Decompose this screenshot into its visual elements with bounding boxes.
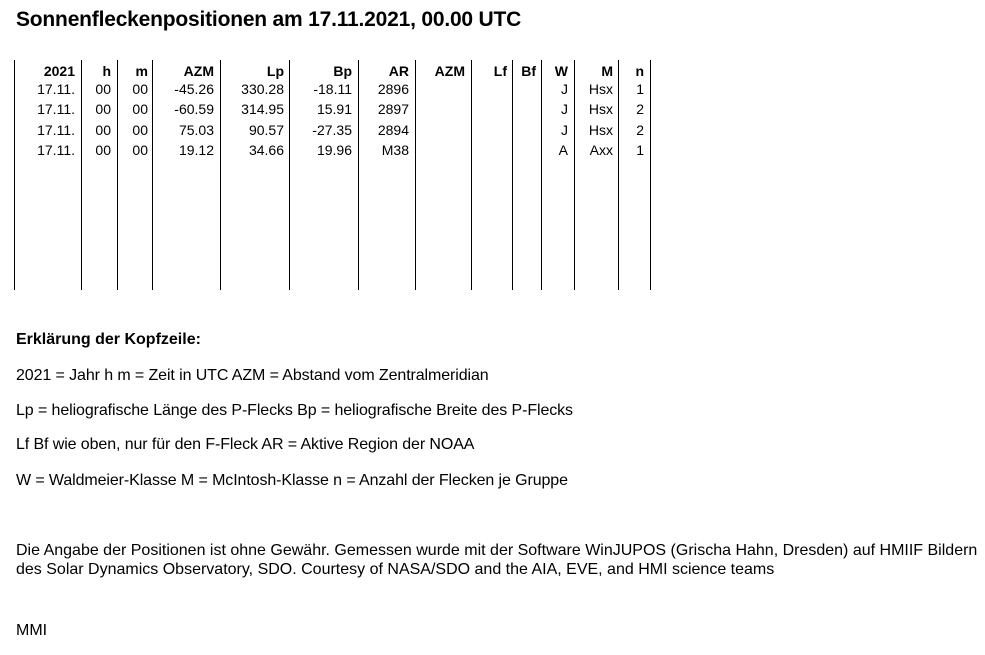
table-cell: J — [561, 81, 568, 97]
table-header: AZM — [183, 63, 214, 79]
table-cell: 75.03 — [178, 122, 214, 138]
table-header: Lf — [493, 63, 507, 79]
table-cell: 19.96 — [316, 142, 352, 158]
table-cell: 314.95 — [241, 101, 284, 117]
page-title: Sonnenfleckenpositionen am 17.11.2021, 00.00 UTC — [16, 8, 522, 31]
table-cell: Axx — [589, 142, 613, 158]
table-header: W — [554, 63, 568, 79]
table-header: Bp — [333, 63, 352, 79]
table-header: AZM — [434, 63, 465, 79]
signature: MMI — [16, 622, 48, 639]
table-cell: 90.57 — [248, 122, 284, 138]
table-cell: 00 — [95, 81, 111, 97]
table-cell: Hsx — [588, 122, 613, 138]
table-cell: 00 — [95, 101, 111, 117]
table-cell: 00 — [132, 81, 148, 97]
table-cell: 1 — [636, 142, 644, 158]
column-divider — [471, 60, 472, 290]
table-cell: J — [561, 122, 568, 138]
table-cell: -27.35 — [312, 122, 352, 138]
table-header: Bf — [521, 63, 536, 79]
table-cell: 2896 — [377, 81, 409, 97]
table-cell: 17.11. — [37, 142, 75, 158]
table-cell: Hsx — [588, 81, 613, 97]
table-header: M — [601, 63, 613, 79]
table-header: n — [635, 63, 644, 79]
column-divider — [512, 60, 513, 290]
table-cell: 330.28 — [241, 81, 284, 97]
table-cell: 00 — [95, 122, 111, 138]
legend-line: Lp = heliografische Länge des P-Flecks Bp = heliografische Breite des P-Flecks — [16, 402, 573, 419]
legend-heading: Erklärung der Kopfzeile: — [16, 331, 201, 348]
table-header: 2021 — [43, 63, 75, 79]
table-cell: 17.11. — [37, 81, 75, 97]
table-cell: A — [558, 142, 568, 158]
table-cell: J — [561, 101, 568, 117]
legend-line: 2021 = Jahr h m = Zeit in UTC AZM = Abstand vom Zentralmeridian — [16, 367, 489, 384]
table-cell: Hsx — [588, 101, 613, 117]
table-cell: M38 — [381, 142, 409, 158]
table-header: AR — [388, 63, 409, 79]
disclaimer-text: Die Angabe der Positionen ist ohne Gewähr. Gemessen wurde mit der Software WinJUPOS (Grischa Hahn, Dresden) auf HMIIF Bildern des Solar Dynamics Observatory, SDO. Courtesy of NASA/SDO and the AIA, EVE, and HMI science teams — [16, 542, 978, 578]
table-cell: -18.11 — [313, 81, 352, 97]
table-cell: 00 — [132, 101, 148, 117]
table-header: m — [135, 63, 148, 79]
table-cell: 17.11. — [37, 101, 75, 117]
table-cell: -45.26 — [174, 81, 214, 97]
table-cell: 19.12 — [178, 142, 214, 158]
table-cell: 00 — [132, 142, 148, 158]
legend-line: W = Waldmeier-Klasse M = McIntosh-Klasse n = Anzahl der Flecken je Gruppe — [16, 472, 568, 489]
table-cell: 2 — [636, 101, 644, 117]
table-cell: 34.66 — [248, 142, 284, 158]
table-header: h — [102, 63, 111, 79]
column-divider — [415, 60, 416, 290]
table-cell: 2897 — [377, 101, 409, 117]
table-cell: -60.59 — [174, 101, 214, 117]
table-cell: 00 — [132, 122, 148, 138]
table-cell: 1 — [636, 81, 644, 97]
legend-line: Lf Bf wie oben, nur für den F-Fleck AR = Aktive Region der NOAA — [16, 436, 475, 453]
column-divider — [650, 60, 651, 290]
sunspot-table — [14, 60, 654, 290]
table-cell: 00 — [95, 142, 111, 158]
table-cell: 15.91 — [316, 101, 352, 117]
table-header: Lp — [266, 63, 284, 79]
table-cell: 2 — [636, 122, 644, 138]
table-cell: 2894 — [377, 122, 409, 138]
table-cell: 17.11. — [37, 122, 75, 138]
